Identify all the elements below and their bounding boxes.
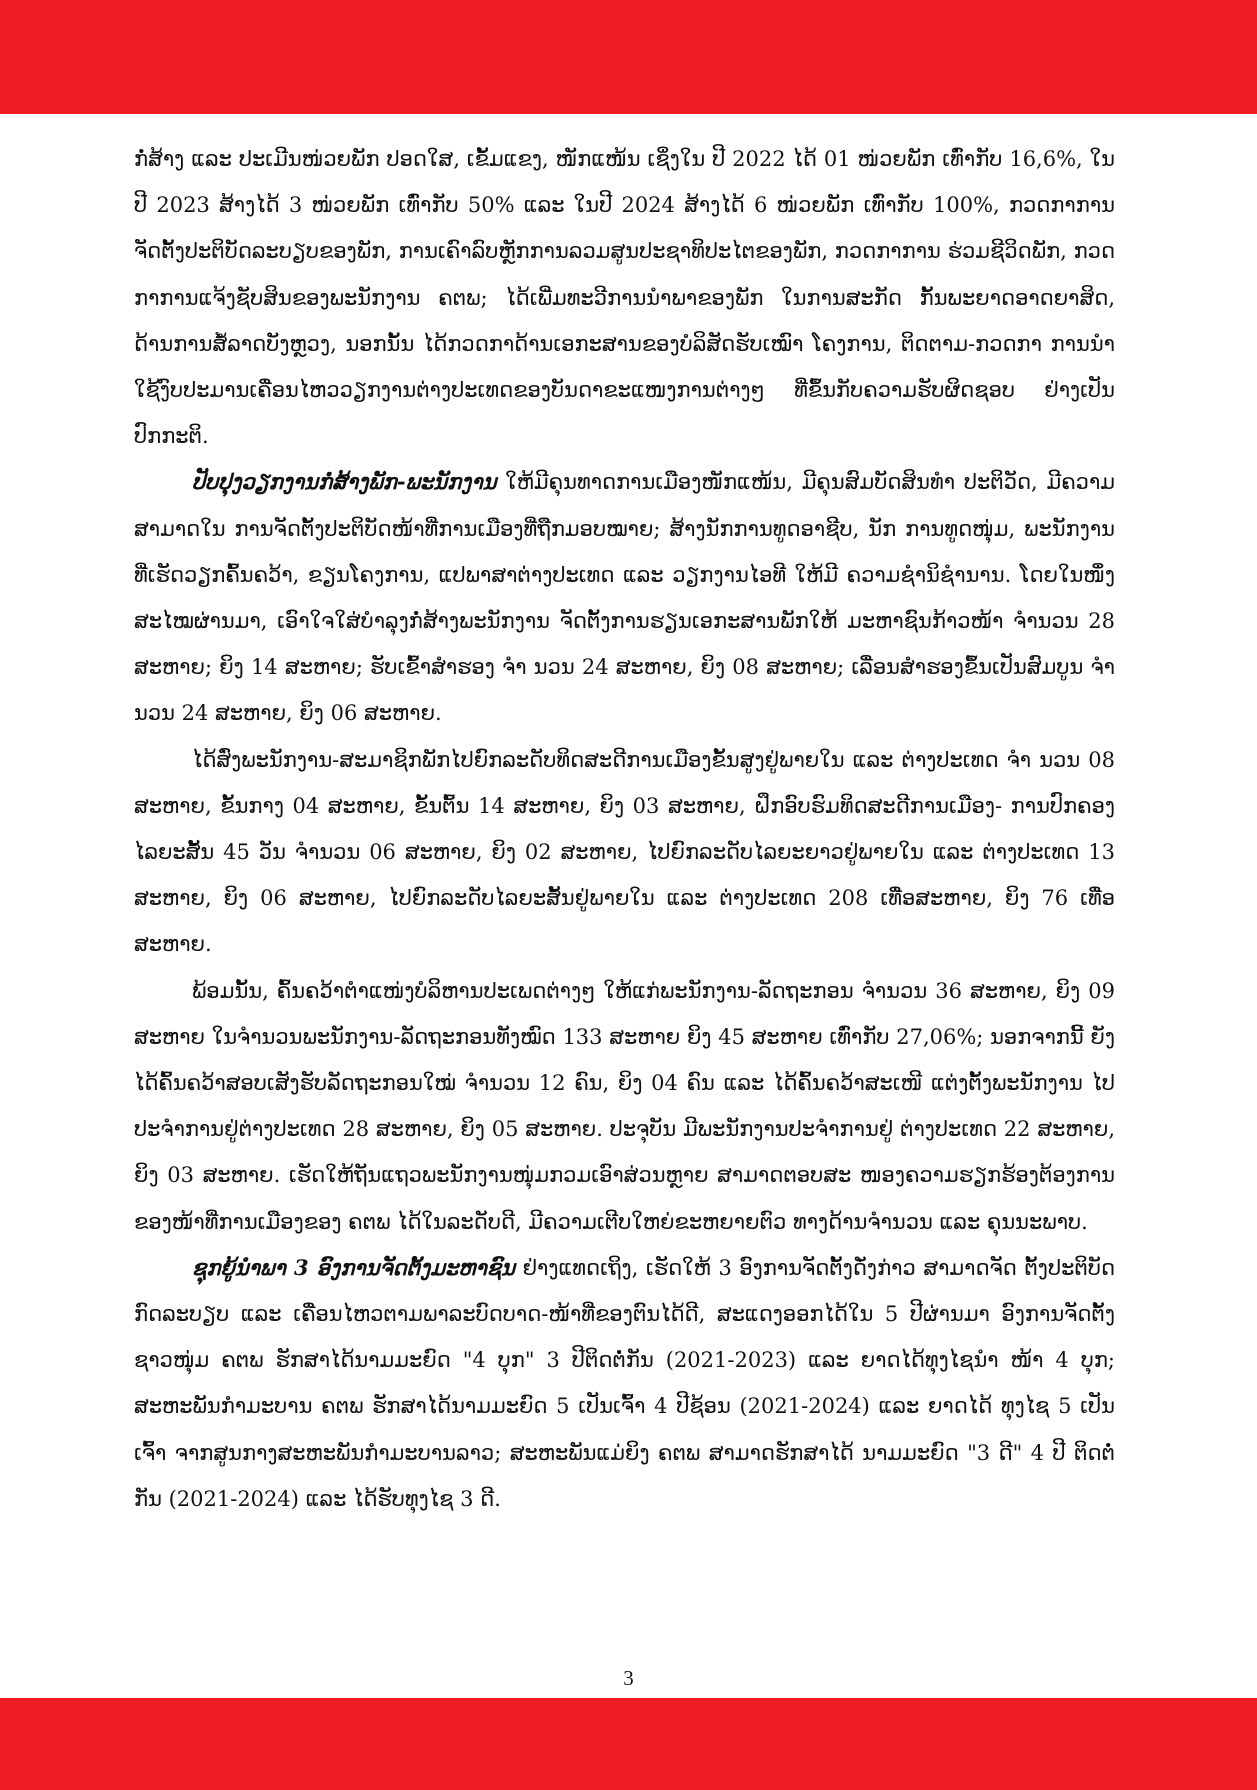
paragraph-text: ໃຫ້ມີຄຸນທາດການເມືອງໜັກແໜ້ນ, ມີຄຸນສົມບັດສິນທໍາ ປະຕິວັດ, ມີຄວາມສາມາດໃນ ການຈັດຕັ້ງປະຕິບັດໜ້າທີ່ການເມືອງທີ່ຖືກມອບໝາຍ; ສ້າງນັກການທູດອາຊີບ, ນັກ ການທູດໜຸ່ມ, ພະນັກງານທີ່ເຮັດວຽກຄົ້ນຄວ້າ, ຂຽນໂຄງການ, ແປພາສາຕ່າງປະເທດ ແລະ ວຽກງານໄອທີ ໃຫ້ມີ ຄວາມຊໍານິຊໍານານ. ໂດຍໃນໜຶ່ງສະໄໝຜ່ານມາ, ເອົາໃຈໃສ່ບໍາລຸງກໍ່ສ້າງພະນັກງານ ຈັດຕັ້ງການຮຽນເອກະສານພັກໃຫ້ ມະຫາຊົນກ້າວໜ້າ ຈໍານວນ 28 ສະຫາຍ; ຍິງ 14 ສະຫາຍ; ຮັບເຂົ້າສໍາຮອງ ຈໍາ ນວນ 24 ສະຫາຍ, ຍິງ 08 ສະຫາຍ; ເລື່ອນສໍາຮອງຂຶ້ນເປັນສົມບູນ ຈໍານວນ 24 ສະຫາຍ, ຍິງ 06 ສະຫາຍ. (134, 470, 1115, 726)
paragraph-text: ກໍ່ສ້າງ ແລະ ປະເມີນໜ່ວຍພັກ ປອດໃສ, ເຂັ້ມແຂງ, ໜັກແໜ້ນ ເຊິ່ງໃນ ປີ 2022 ໄດ້ 01 ໜ່ວຍພັກ ເທົ່າກັບ 16,6%, ໃນປີ 2023 ສ້າງໄດ້ 3 ໜ່ວຍພັກ ເທົ່າກັບ 50% ແລະ ໃນປີ 2024 ສ້າງໄດ້ 6 ໜ່ວຍພັກ ເທົ່າກັບ 100%, ກວດກາການຈັດຕັ້ງປະຕິບັດລະບຽບຂອງພັກ, ການເຄົາລົບຫຼັກການລວມສູນປະຊາທິປະໄຕຂອງພັກ, ກວດກາການ ຮ່ວມຊີວິດພັກ, ກວດກາການແຈ້ງຊັບສິນຂອງພະນັກງານ ຄຕພ; ໄດ້ເພີ່ມທະວີການນໍາພາຂອງພັກ ໃນການສະກັດ ກັ້ນພະຍາດອາດຍາສິດ, ດ້ານການສໍ້ລາດບັງຫຼວງ, ນອກນັ້ນ ໄດ້ກວດກາດ້ານເອກະສານຂອງບໍລິສັດຮັບເໝົາ ໂຄງການ, ຕິດຕາມ-ກວດກາ ການນໍາໃຊ້ງົບປະມານເຄື່ອນໄຫວວຽກງານຕ່າງປະເທດຂອງບັນດາຂະແໜງການຕ່າງໆ ທີ່ຂຶ້ນກັບຄວາມຮັບຜິດຊອບ ຢ່າງເປັນປົກກະຕິ. (134, 147, 1115, 449)
page-number: 3 (623, 1666, 634, 1690)
paragraph-training (134, 737, 1115, 968)
paragraph-text: ພ້ອມນັ້ນ, ຄົ້ນຄວ້າຕໍາແໜ່ງບໍລິຫານປະເພດຕ່າງໆ ໃຫ້ແກ່ພະນັກງານ-ລັດຖະກອນ ຈໍານວນ 36 ສະຫາຍ, ຍິງ 09 ສະຫາຍ ໃນຈໍານວນພະນັກງານ-ລັດຖະກອນທັງໝົດ 133 ສະຫາຍ ຍິງ 45 ສະຫາຍ ເທົ່າກັບ 27,06%; ນອກຈາກນີ້ ຍັງໄດ້ຄົ້ນຄວ້າສອບເສັງຮັບລັດຖະກອນໃໝ່ ຈໍານວນ 12 ຄົນ, ຍິງ 04 ຄົນ ແລະ ໄດ້ຄົ້ນຄວ້າສະເໜີ ແຕ່ງຕັ້ງພະນັກງານ ໄປປະຈໍາການຢູ່ຕ່າງປະເທດ 28 ສະຫາຍ, ຍິງ 05 ສະຫາຍ. ປະຈຸບັນ ມີພະນັກງານປະຈໍາການຢູ່ ຕ່າງປະເທດ 22 ສະຫາຍ, ຍິງ 03 ສະຫາຍ. ເຮັດໃຫ້ຖັນແຖວພະນັກງານໜຸ່ມກວມເອົາສ່ວນຫຼາຍ ສາມາດຕອບສະ ໜອງຄວາມຮຽກຮ້ອງຕ້ອງການຂອງໜ້າທີ່ການເມືອງຂອງ ຄຕພ ໄດ້ໃນລະດັບດີ, ມີຄວາມເຕີບໃຫຍ່ຂະຫຍາຍຕົວ ທາງດ້ານຈໍານວນ ແລະ ຄຸນນະພາບ. (134, 978, 1115, 1234)
paragraph-mass-organizations (134, 1245, 1115, 1522)
top-red-band (0, 0, 1257, 114)
paragraph-appointments (134, 968, 1115, 1245)
document-body (134, 136, 1115, 1522)
paragraph-text: ຢ່າງແທດເຖິງ, ເຮັດໃຫ້ 3 ອົງການຈັດຕັ້ງດັ່ງກ່າວ ສາມາດຈັດ ຕັ້ງປະຕິບັດກົດລະບຽບ ແລະ ເຄື່ອນໄຫວຕາມພາລະບົດບາດ-ໜ້າທີ່ຂອງຕົນໄດ້ດີ, ສະແດງອອກໄດ້ໃນ 5 ປີຜ່ານມາ ອົງການຈັດຕັ້ງຊາວໜຸ່ມ ຄຕພ ຮັກສາໄດ້ນາມມະຍົດ "4 ບຸກ" 3 ປີຕິດຕໍ່ກັນ (2021-2023) ແລະ ຍາດໄດ້ທຸງໄຊນໍາ ໜ້າ 4 ບຸກ; ສະຫະພັນກໍາມະບານ ຄຕພ ຮັກສາໄດ້ນາມມະຍົດ 5 ເປັນເຈົ້າ 4 ປີຊ້ອນ (2021-2024) ແລະ ຍາດໄດ້ ທຸງໄຊ 5 ເປັນເຈົ້າ ຈາກສູນກາງສະຫະພັນກໍາມະບານລາວ; ສະຫະພັນແມ່ຍິງ ຄຕພ ສາມາດຮັກສາໄດ້ ນາມມະຍົດ "3 ດີ" 4 ປີ ຕິດຕໍ່ກັນ (2021-2024) ແລະ ໄດ້ຮັບທຸງໄຊ 3 ດີ. (134, 1255, 1115, 1511)
paragraph-party-cadre (134, 459, 1115, 736)
paragraph-continuation (134, 136, 1115, 459)
paragraph-lead-heading: ຊຸກຍູ້ນໍາພາ 3 ອົງການຈັດຕັ້ງມະຫາຊົນ (192, 1254, 516, 1280)
paragraph-lead-heading: ປັບປຸງວຽກງານກໍ່ສ້າງພັກ-ພະນັກງານ (192, 469, 497, 495)
bottom-red-band (0, 1698, 1257, 1790)
paragraph-text: ໄດ້ສົ່ງພະນັກງານ-ສະມາຊິກພັກໄປຍົກລະດັບທິດສະດີການເມືອງຂັ້ນສູງຢູ່ພາຍໃນ ແລະ ຕ່າງປະເທດ ຈໍາ ນວນ 08 ສະຫາຍ, ຂັ້ນກາງ 04 ສະຫາຍ, ຂັ້ນຕົ້ນ 14 ສະຫາຍ, ຍິງ 03 ສະຫາຍ, ຝຶກອົບຮົມທິດສະດີການເມືອງ- ການປົກຄອງໄລຍະສັ້ນ 45 ວັນ ຈໍານວນ 06 ສະຫາຍ, ຍິງ 02 ສະຫາຍ, ໄປຍົກລະດັບໄລຍະຍາວຢູ່ພາຍໃນ ແລະ ຕ່າງປະເທດ 13 ສະຫາຍ, ຍິງ 06 ສະຫາຍ, ໄປຍົກລະດັບໄລຍະສັ້ນຢູ່ພາຍໃນ ແລະ ຕ່າງປະເທດ 208 ເທື່ອສະຫາຍ, ຍິງ 76 ເທື່ອສະຫາຍ. (134, 747, 1115, 957)
